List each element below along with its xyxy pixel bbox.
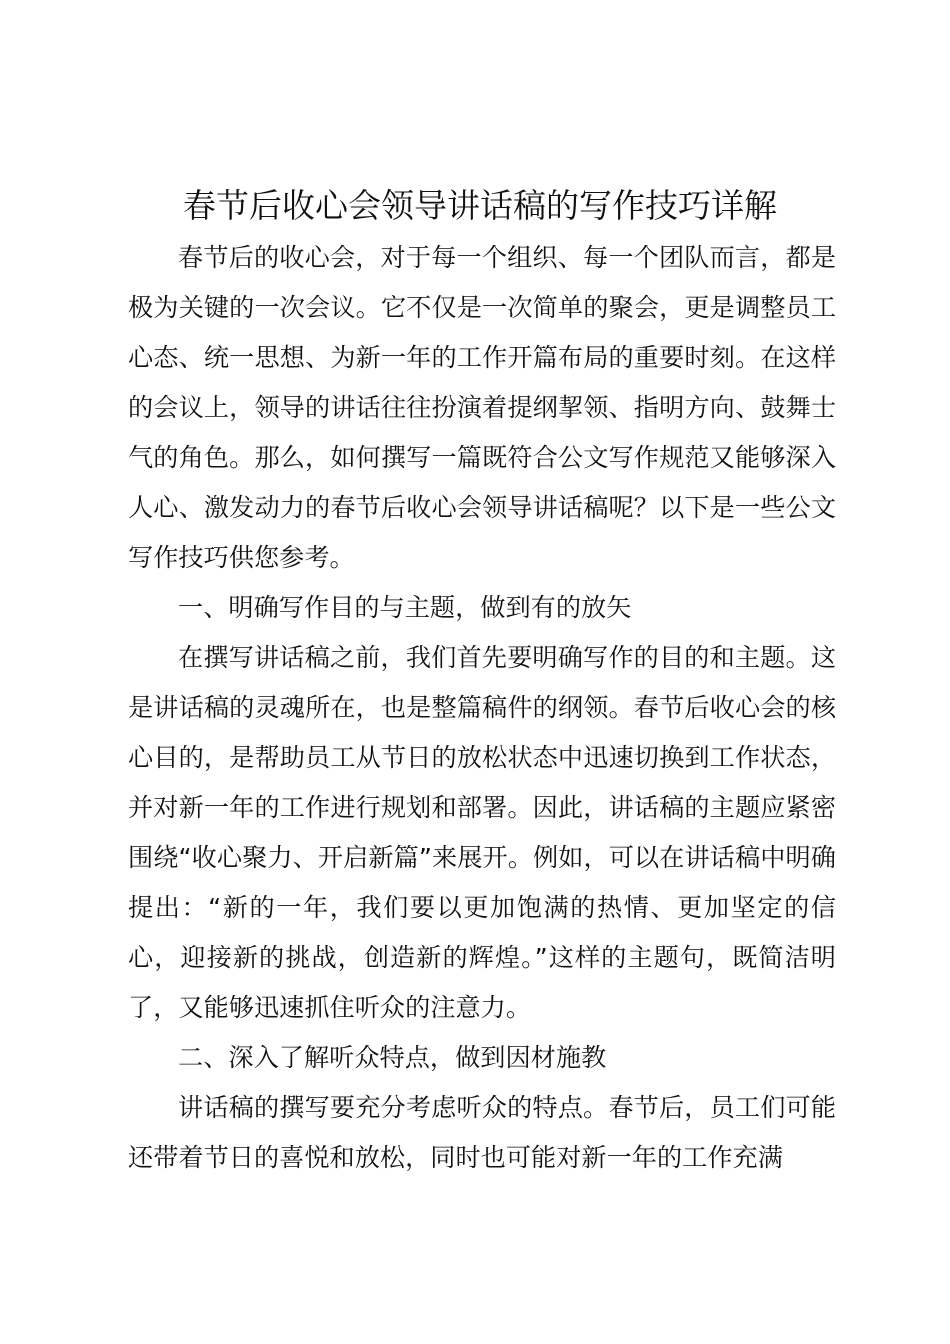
document-body: [128, 233, 836, 1183]
document-title: 春节后收心会领导讲话稿的写作技巧详解: [183, 186, 777, 225]
paragraph-section-2: 讲话稿的撰写要充分考虑听众的特点。春节后，员工们可能还带着节日的喜悦和放松，同时也可能对新一年的工作充满: [128, 1093, 836, 1172]
section-heading-1: 一、明确写作目的与主题，做到有的放矢: [178, 593, 632, 622]
paragraph-section-1: 在撰写讲话稿之前，我们首先要明确写作的目的和主题。这是讲话稿的灵魂所在，也是整篇稿件的纲领。春节后收心会的核心目的，是帮助员工从节日的放松状态中迅速切换到工作状态，并对新一年的工作进行规划和部署。因此，讲话稿的主题应紧密围绕“收心聚力、开启新篇”来展开。例如，可以在讲话稿中明确提出：“新的一年，我们要以更加饱满的热情、更加坚定的信心，迎接新的挑战，创造新的辉煌。”这样的主题句，既简洁明了，又能够迅速抓住听众的注意力。: [128, 643, 836, 1022]
paragraph-intro: 春节后的收心会，对于每一个组织、每一个团队而言，都是极为关键的一次会议。它不仅是一次简单的聚会，更是调整员工心态、统一思想、为新一年的工作开篇布局的重要时刻。在这样的会议上，领导的讲话往往扮演着提纲挈领、指明方向、鼓舞士气的角色。那么，如何撰写一篇既符合公文写作规范又能够深入人心、激发动力的春节后收心会领导讲话稿呢？以下是一些公文写作技巧供您参考。: [128, 243, 836, 572]
section-heading-2: 二、深入了解听众特点，做到因材施教: [178, 1043, 607, 1072]
